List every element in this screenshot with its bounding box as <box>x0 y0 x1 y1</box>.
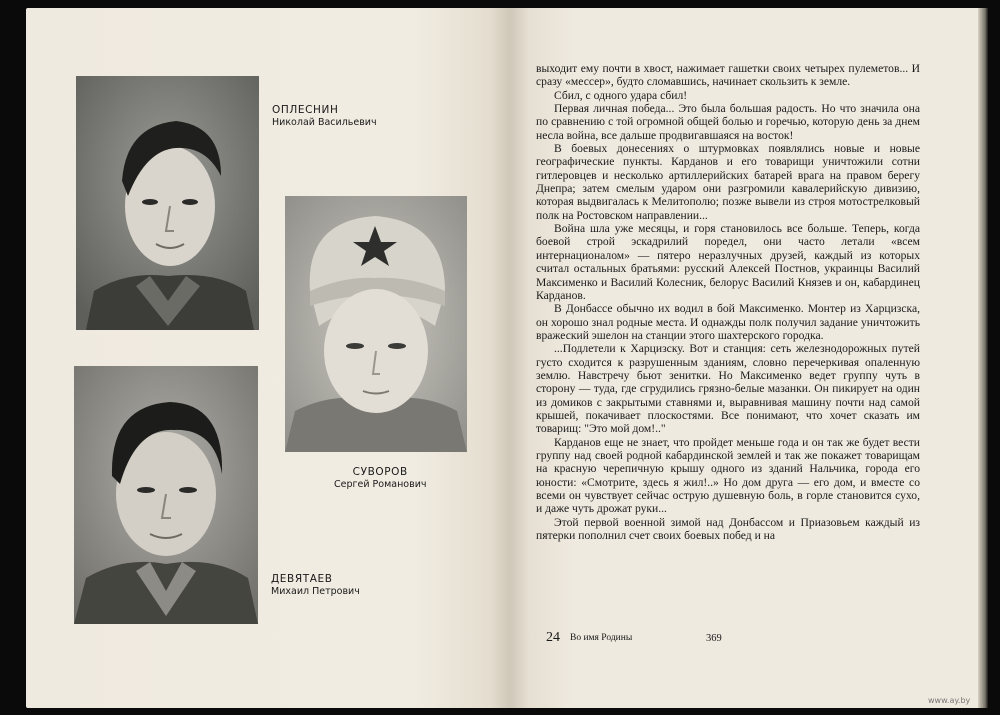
given-name: Николай Васильевич <box>272 117 377 129</box>
portrait-oplesnin <box>76 76 259 330</box>
signature-title: Во имя Родины <box>570 633 633 643</box>
paragraph: В Донбассе обычно их водил в бой Максименко. Монтер из Харцизска, он хорошо знал родные места. И однажды полк получил задание уничтожить вражеский эшелон на станции этого шахтерского городка. <box>536 302 920 342</box>
given-name: Сергей Романович <box>334 479 427 491</box>
paragraph: Война шла уже месяцы, и горя становилось все больше. Теперь, когда боевой строй эскадрилий поредел, они часто летали «всем интернационалом» — пятеро неразлучных друзей, каждый из которых считал остальных братьями: русский Алексей Постнов, украинцы Василий Максименко и Василий Колесник, белорус Василий Князев и он, кабардинец Карданов. <box>536 222 920 302</box>
watermark: www.ay.by <box>928 696 971 705</box>
body-text <box>536 62 920 542</box>
surname: СУВОРОВ <box>352 466 408 478</box>
signature-mark: 24 <box>546 630 560 645</box>
paragraph: выходит ему почти в хвост, нажимает гашетки своих четырех пулеметов... И сразу «мессер», будто сломавшись, начинает скользить к земле. <box>536 62 920 89</box>
page-number: 369 <box>706 633 722 644</box>
surname: ДЕВЯТАЕВ <box>271 573 333 585</box>
caption-devyataev <box>271 573 360 598</box>
portrait-suvorov <box>285 196 467 452</box>
surname: ОПЛЕСНИН <box>272 104 339 116</box>
paragraph: Сбил, с одного удара сбил! <box>554 88 688 102</box>
page-edge <box>978 8 988 708</box>
paragraph: ...Подлетели к Харцизску. Вот и станция: сеть железнодорожных путей густо сходится к разрушенным зданиям, словно перечеркивая опаленную землю. Навстречу бьют зенитки. Но Максименко ведет группу чуть в сторону — туда, где сгрудились грязно-белые мазанки. Он пикирует на один из домиков с закрытыми ставнями и, выравнивая машину почти над самой крышей, покачивает плоскостями. Все понимают, что хочет сказать им товарищ: "Это мой дом!.." <box>536 342 920 436</box>
portrait-devyataev <box>74 366 258 624</box>
caption-oplesnin <box>272 104 377 129</box>
paragraph: Этой первой военной зимой над Донбассом и Приазовьем каждый из пятерки пополнил счет своих боевых побед и на <box>536 515 920 543</box>
paragraph: Карданов еще не знает, что пройдет меньше года и он так же будет вести группу над своей родной кабардинской землей и так же покажет товарищам на красную черепичную крышу одного из зданий Нальчика, города его юности: «Смотрите, здесь я жил!..» Но дом друга — его дом, и вместе со всеми он чувствует сейчас острую душевную боль, в горле становится сухо, и даже чуть дрожат руки... <box>536 435 920 516</box>
caption-suvorov <box>334 466 426 491</box>
paragraph: В боевых донесениях о штурмовках появлялись новые и новые географические пункты. Карданов и его товарищи уничтожили сотни гитлеровцев и несколько артиллерийских батарей врага на правом берегу Днепра; затем смелым ударом они разгромили кавалерийскую дивизию, которая выдвигалась к Мелитополю; позже вывели из строя мотострелковый полк на Ростовском направлении... <box>536 142 920 222</box>
given-name: Михаил Петрович <box>271 586 360 598</box>
paragraph: Первая личная победа... Это была большая радость. Но что значила она по сравнению с той огромной общей болью и горечью, которую день за днем несла война, все дальше продвигавшаяся на восток! <box>536 102 920 142</box>
